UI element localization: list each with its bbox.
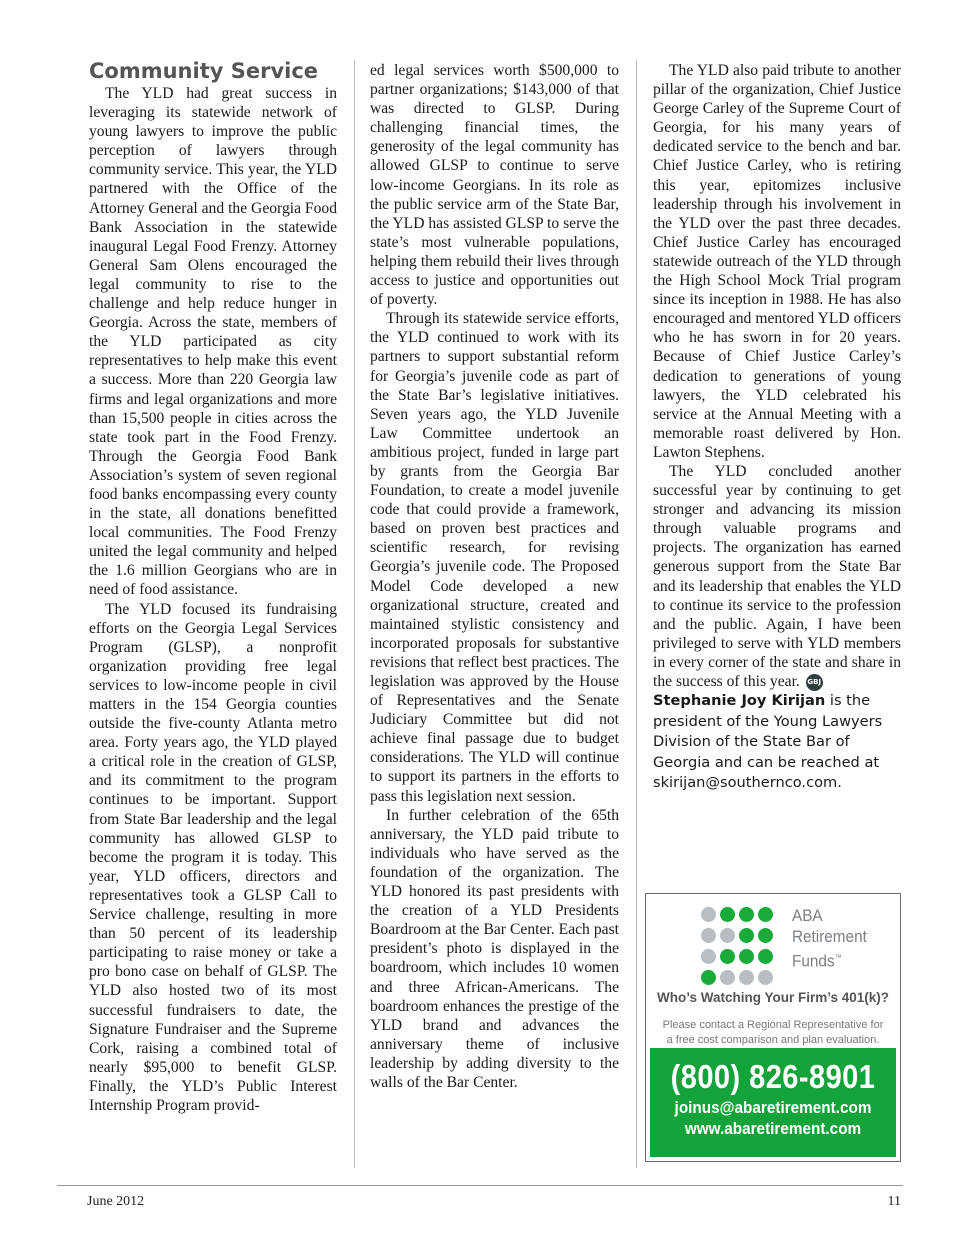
column-divider [354, 60, 355, 1168]
ad-contact-text: Please contact a Regional Representative for a free cost comparison and plan evaluation. [662, 1019, 884, 1046]
gbj-end-mark-icon: GBJ [806, 674, 823, 691]
paragraph: The YLD had great success in leveraging its statewide network of young lawyers to improve the public perception of lawyers through community service. This year, the YLD partnered with the Office of the Attorney General and the Georgia Food Bank Association in the statewide inaugural Legal Food Frenzy. Attorney General Sam Olens encouraged the legal community to rise to the challenge and help reduce hunger in Georgia. Across the state, members of the YLD participated as city representatives to help make this event a success. More than 220 Georgia law firms and legal organizations and more than 15,500 people in cities across the state took part in the Food Frenzy. Through the Georgia Food Bank Association’s system of seven regional food banks encompassing every county in the state, all donations benefitted local communities. The Food Frenzy united the legal community and helped the 1.6 million Georgians who are in need of food assistance. [89, 85, 337, 599]
ad-email-link[interactable]: joinus@abaretirement.com [674, 1098, 872, 1117]
brand-line: ABA [792, 906, 823, 925]
brand-line: Retirement [792, 927, 867, 946]
author-bio-text: is the president of the Young Lawyers Division of the State Bar of Georgia and can be reached at skirijan@southernco.com. [653, 692, 883, 792]
column-3 [653, 61, 901, 794]
paragraph: In further celebration of the 65th anniversary, the YLD paid tribute to individuals who have served as the foundation of the organization. The YLD honored its past presidents with the creation of a YLD Presidents Boardroom at the Bar Center. Each past president’s photo is displayed in the boardroom, which includes 10 women and three African-Americans. The boardroom enhances the prestige of the YLD brand and advances the anniversary theme of inclusive leadership by adding diversity to the walls of the Bar Center. [370, 806, 619, 1091]
trademark: ™ [834, 953, 842, 962]
page-number: 11 [887, 1194, 901, 1209]
author-name: Stephanie Joy Kirijan [653, 692, 826, 710]
paragraph: The YLD also paid tribute to another pillar of the organization, Chief Justice George Carley of the Supreme Court of Georgia, for his many years of dedicated service to the bench and bar. Chief Justice Carley, who is retiring this year, epitomizes inclusive leadership through his involvement in the YLD over the past three decades. Chief Justice Carley has encouraged statewide outreach of the YLD through the High School Mock Trial program since its inception in 1988. He has also encouraged and mentored YLD officers who he has sworn in for 20 years. Because of Chief Justice Carley’s dedication to generations of young lawyers, the YLD celebrated his service at the Annual Meeting with a memorable roast delivered by Hon. Lawton Stephens. [653, 62, 901, 461]
paragraph-final [653, 462, 901, 691]
footer-issue: June 2012 [87, 1194, 145, 1209]
paragraph: Through its statewide service efforts, the YLD continued to work with its partners to support substantial reform for Georgia’s juvenile code as part of the State Bar’s legislative initiatives. Seven years ago, the YLD Juvenile Law Committee undertook an ambitious project, funded in large part by grants from the Georgia Bar Foundation, to create a model juvenile code that could provide a framework, based on proven best practices and scientific research, for revising Georgia’s juvenile code. The Proposed Model Code developed a new organizational structure, created and maintained stylistic consistency and incorporated proposals for substantive revisions that reflect best practices. The legislation was approved by the House of Representatives and the Senate Judiciary Committee but did not achieve final passage due to budget considerations. The YLD will continue to support its partners in the efforts to pass this legislation next session. [370, 310, 619, 805]
aba-logo-dots-icon [701, 907, 791, 991]
ad-contact-panel [650, 1048, 896, 1157]
ad-question: Who’s Watching Your Firm’s 401(k)? [656, 990, 890, 1005]
paragraph-final-text: The YLD concluded another successful year by continuing to get stronger and advancing its mission through valuable programs and projects. The organization has earned generous support from the State Bar and its leadership that enables the YLD to continue its service to the profession and the public. Again, I have been privileged to serve with YLD members in every corner of the state and share in the success of this year. [653, 462, 901, 690]
column-divider [636, 60, 637, 1168]
author-bio [653, 691, 901, 794]
paragraph: The YLD focused its fundraising efforts on the Georgia Legal Services Program (GLSP), a nonprofit organization providing free legal services to low-income people in civil matters in the 154 Georgia counties outside the five-county Atlanta metro area. Forty years ago, the YLD played a critical role in the creation of GLSP, and its commitment to the program continues to be important. Support from State Bar leadership and the legal community has allowed GLSP to become the program it is today. This year, YLD officers, directors and representatives took a GLSP Call to Service challenge, resulting in more than 50 percent of its leadership participating to raise money or take a pro bono case on behalf of GLSP. The YLD also hosted two of its most successful fundraisers to date, the Signature Fundraiser and the Supreme Cork, raising a combined total of nearly $95,000 to benefit GLSP. Finally, the YLD’s Public Interest Internship Program provid- [89, 600, 337, 1114]
ad-phone[interactable]: (800) 826-8901 [670, 1058, 876, 1095]
section-title: Community Service [89, 59, 319, 83]
brand-line [792, 947, 867, 972]
aba-retirement-ad[interactable] [645, 893, 901, 1162]
aba-brand-name [792, 905, 867, 972]
ad-website-link[interactable]: www.abaretirement.com [684, 1119, 862, 1138]
footer-divider [57, 1185, 903, 1186]
brand-line-text: Funds [792, 951, 835, 971]
paragraph: ed legal services worth $500,000 to partner organizations; $143,000 of that was directed to GLSP. During challenging financial times, the generosity of the legal community has allowed GLSP to continue to serve low-income Georgians. In its role as the public service arm of the State Bar, the YLD has assisted GLSP to serve the state’s most vulnerable populations, helping them rebuild their lives through access to justice and opportunities out of poverty. [370, 62, 619, 309]
column-1 [89, 60, 337, 1115]
column-2 [370, 61, 619, 1092]
